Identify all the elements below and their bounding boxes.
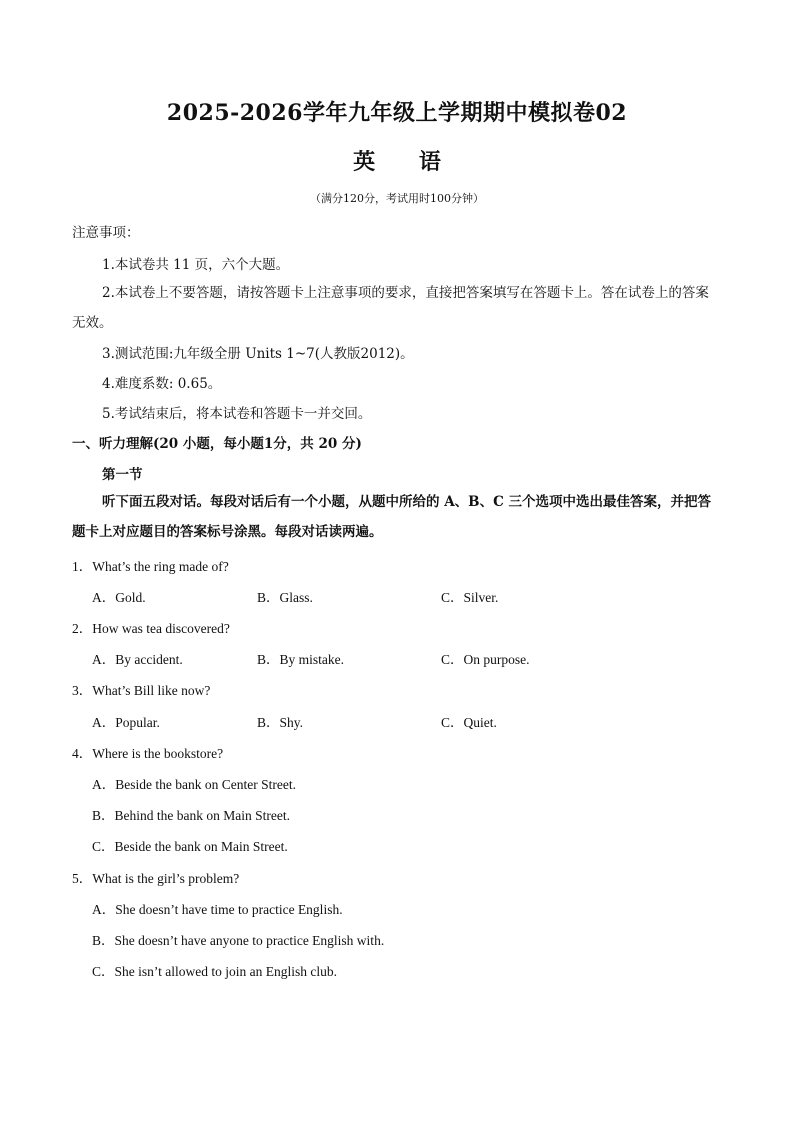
- option-c: C．She isn’t allowed to join an English club.: [92, 964, 337, 979]
- option-b: B．She doesn’t have anyone to practice English with.: [92, 933, 385, 948]
- note-item: 2.本试卷上不要答题，请按答题卡上注意事项的要求，直接把答案填写在答题卡上。答在试卷上的答案无效。: [72, 285, 709, 331]
- option-c: C．Quiet.: [441, 715, 497, 730]
- question-stem: 4．Where is the bookstore?: [72, 746, 224, 761]
- notes-heading: 注意事项：: [72, 225, 140, 241]
- option-b: B．By mistake.: [257, 652, 344, 667]
- option-b: B．Glass.: [257, 590, 313, 605]
- section-part: 第一节: [102, 467, 143, 483]
- option-b: B．Behind the bank on Main Street.: [92, 808, 290, 823]
- option-a: A．She doesn’t have time to practice English.: [92, 902, 343, 917]
- exam-title: 2025-2026学年九年级上学期期中模拟卷02: [166, 100, 628, 126]
- option-c: C．On purpose.: [441, 652, 530, 667]
- section-heading: 一、听力理解(20 小题，每小题1分，共 20 分): [72, 436, 362, 452]
- option-a: A．By accident.: [92, 652, 183, 667]
- option-a: A．Beside the bank on Center Street.: [92, 777, 296, 792]
- question-stem: 2．How was tea discovered?: [72, 621, 230, 636]
- option-b: B．Shy.: [257, 715, 304, 730]
- option-a: A．Gold.: [92, 590, 146, 605]
- option-c: C．Beside the bank on Main Street.: [92, 839, 288, 854]
- question-stem: 3．What’s Bill like now?: [72, 683, 211, 698]
- note-item: 4.难度系数: 0.65。: [102, 376, 222, 392]
- note-item: 3.测试范围:九年级全册 Units 1~7(人教版2012)。: [102, 346, 414, 362]
- note-item: 5.考试结束后，将本试卷和答题卡一并交回。: [102, 406, 372, 422]
- exam-meta: （满分120分，考试用时100分钟）: [310, 192, 484, 205]
- subject-title: 英 语: [353, 149, 459, 175]
- note-item: 1.本试卷共 11 页，六个大题。: [102, 257, 290, 273]
- section-instruction: 听下面五段对话。每段对话后有一个小题，从题中所给的 A、B、C 三个选项中选出最佳答案，并把答题卡上对应题目的答案标号涂黑。每段对话读两遍。: [72, 494, 712, 540]
- option-c: C．Silver.: [441, 590, 499, 605]
- question-stem: 1．What’s the ring made of?: [72, 559, 229, 574]
- question-stem: 5．What is the girl’s problem?: [72, 871, 240, 886]
- option-a: A．Popular.: [92, 715, 160, 730]
